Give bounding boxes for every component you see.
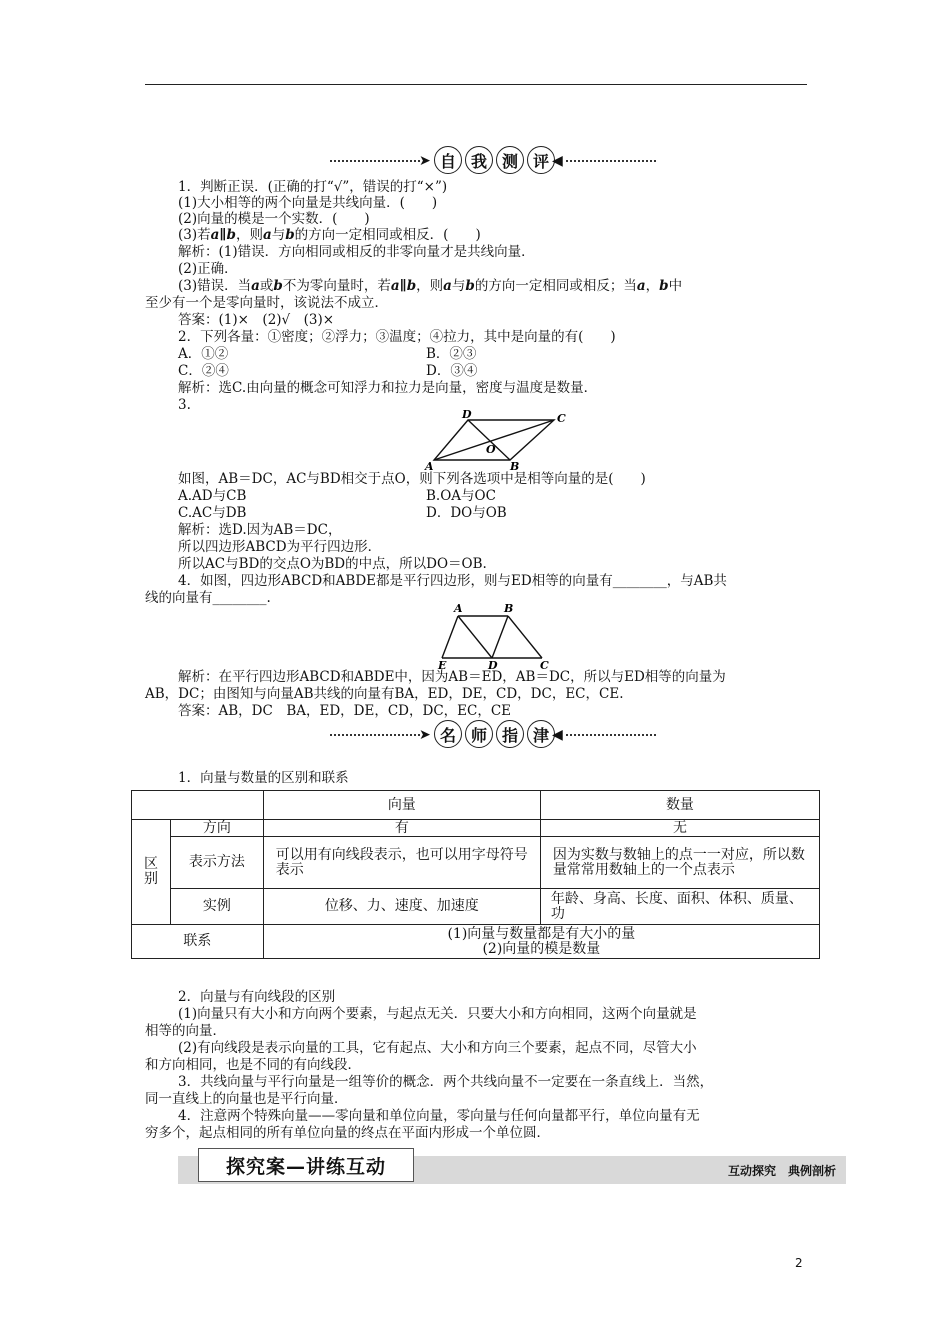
table-cell: 年龄、身高、长度、面积、体积、质量、功 — [540, 889, 819, 925]
guide-p3b: 同一直线上的向量也是平行向量． — [145, 1091, 348, 1107]
table-cell: 有 — [263, 820, 540, 837]
q3-solution-3: 所以AC与BD的交点O为BD的中点，所以DO＝OB. — [178, 556, 487, 572]
table-group-label: 区别 — [132, 820, 171, 925]
svg-text:A: A — [425, 460, 434, 472]
q4-solution-1: 解析：在平行四边形ABCD和ABDE中，因为AB＝ED，AB＝DC，所以与ED相等的向量为 — [178, 669, 726, 685]
q4-parallelogram-figure — [436, 602, 556, 672]
table-cell: 实例 — [171, 889, 264, 925]
q2-option-b: B．②③ — [426, 346, 477, 362]
banner-char: 名 — [434, 720, 462, 748]
table-header-vector: 向量 — [263, 791, 540, 820]
header-rule — [145, 84, 807, 85]
q1-s2: (2)向量的模是一个实数．( ) — [178, 211, 370, 227]
q1-stem: 1．判断正误．(正确的打“√”，错误的打“×”) — [178, 179, 448, 195]
q1-a3: (3)错误．当a或b不为零向量时，若a∥b，则a与b的方向一定相同或相反；当a，b中 — [178, 278, 683, 294]
guide-p4a: 4．注意两个特殊向量——零向量和单位向量，零向量与任何向量都平行，单位向量有无 — [178, 1108, 700, 1124]
q3-option-a: A.AD与CB — [178, 488, 247, 504]
q3-option-b: B.OA与OC — [426, 488, 496, 504]
svg-text:B: B — [504, 602, 514, 615]
guide-p1b: 相等的向量． — [145, 1023, 226, 1039]
svg-text:C: C — [540, 659, 549, 672]
q1-a2: (2)正确． — [178, 261, 238, 277]
banner-char: 津 — [527, 720, 555, 748]
q2-stem: 2．下列各量：①密度；②浮力；③温度；④拉力，其中是向量的有( ) — [178, 329, 616, 345]
section-subtitle: 互动探究 典例剖析 — [727, 1164, 836, 1178]
q4-solution-2: AB，DC；由图知与向量AB共线的向量有BA，ED，DE，CD，DC，EC，CE. — [145, 686, 624, 702]
table-cell: 表示方法 — [171, 837, 264, 889]
guide-title-2: 2．向量与有向线段的区别 — [178, 989, 336, 1005]
banner-char: 我 — [465, 146, 493, 174]
section-banner-self-test: ➤ 自 我 测 评 ◀ — [330, 146, 660, 176]
q2-option-c: C．②④ — [178, 363, 229, 379]
svg-text:B: B — [510, 460, 520, 472]
q2-solution: 解析：选C.由向量的概念可知浮力和拉力是向量，密度与温度是数量． — [178, 380, 598, 396]
svg-text:E: E — [438, 659, 447, 672]
table-cell: 方向 — [171, 820, 264, 837]
guide-p2b: 和方向相同，也是不同的有向线段． — [145, 1057, 361, 1073]
guide-p2a: (2)有向线段是表示向量的工具，它有起点、大小和方向三个要素，起点不同，尽管大小 — [178, 1040, 697, 1056]
guide-p1a: (1)向量只有大小和方向两个要素，与起点无关．只要大小和方向相同，这两个向量就是 — [178, 1006, 697, 1022]
table-cell: 因为实数与数轴上的点一一对应，所以数量常常用数轴上的一个点表示 — [540, 837, 819, 889]
guide-title-1: 1．向量与数量的区别和联系 — [178, 770, 349, 786]
q1-s1: (1)大小相等的两个向量是共线向量．( ) — [178, 195, 438, 211]
table-cell: 无 — [540, 820, 819, 837]
q1-a1: 解析：(1)错误．方向相同或相反的非零向量才是共线向量． — [178, 244, 535, 260]
table-header-scalar: 数量 — [540, 791, 819, 820]
q4-stem-1: 4．如图，四边形ABCD和ABDE都是平行四边形，则与ED相等的向量有________，与AB共 — [178, 573, 727, 589]
page-number: 2 — [795, 1256, 803, 1270]
table-cell: (1)向量与数量都是有大小的量 (2)向量的模是数量 — [263, 925, 819, 959]
q1-answer: 答案：(1)× (2)√ (3)× — [178, 312, 335, 328]
svg-text:A: A — [454, 602, 463, 615]
banner-char: 评 — [527, 146, 555, 174]
table-corner — [132, 791, 264, 820]
guide-p4b: 穷多个，起点相同的所有单位向量的终点在平面内形成一个单位圆． — [145, 1125, 550, 1141]
q3-option-c: C.AC与DB — [178, 505, 247, 521]
q2-option-d: D．③④ — [426, 363, 478, 379]
comparison-table — [131, 790, 820, 959]
table-cell: 位移、力、速度、加速度 — [263, 889, 540, 925]
q4-answer: 答案：AB，DC BA，ED，DE，CD，DC，EC，CE — [178, 703, 512, 719]
svg-text:D: D — [488, 659, 498, 672]
q3-solution-2: 所以四边形ABCD为平行四边形． — [178, 539, 382, 555]
svg-text:C: C — [557, 412, 566, 425]
q3-number: 3. — [178, 397, 191, 413]
q1-s3: (3)若a∥b，则a与b的方向一定相同或相反．( ) — [178, 227, 481, 243]
banner-char: 师 — [465, 720, 493, 748]
guide-p3a: 3．共线向量与平行向量是一组等价的概念．两个共线向量不一定要在一条直线上．当然， — [178, 1074, 714, 1090]
table-cell: 可以用有向线段表示，也可以用字母符号表示 — [263, 837, 540, 889]
q4-stem-2: 线的向量有________. — [145, 590, 271, 606]
q3-solution-1: 解析：选D.因为AB＝DC， — [178, 522, 342, 538]
q1-a3-line2: 至少有一个是零向量时，该说法不成立． — [145, 295, 388, 311]
svg-text:O: O — [486, 443, 496, 456]
banner-char: 指 — [496, 720, 524, 748]
table-cell: 联系 — [132, 925, 264, 959]
section-footer-bar — [178, 1156, 846, 1184]
banner-char: 自 — [434, 146, 462, 174]
section-banner-teacher-guide: ➤ 名 师 指 津 ◀ — [330, 720, 660, 750]
q3-option-d: D．DO与OB — [426, 505, 507, 521]
section-title-box: 探究案—讲练互动 — [198, 1148, 414, 1182]
q2-option-a: A．①② — [178, 346, 229, 362]
q3-parallelogram-figure — [420, 408, 570, 472]
banner-char: 测 — [496, 146, 524, 174]
svg-text:D: D — [462, 408, 472, 421]
q3-stem: 如图，AB＝DC，AC与BD相交于点O，则下列各选项中是相等向量的是( ) — [178, 471, 646, 487]
